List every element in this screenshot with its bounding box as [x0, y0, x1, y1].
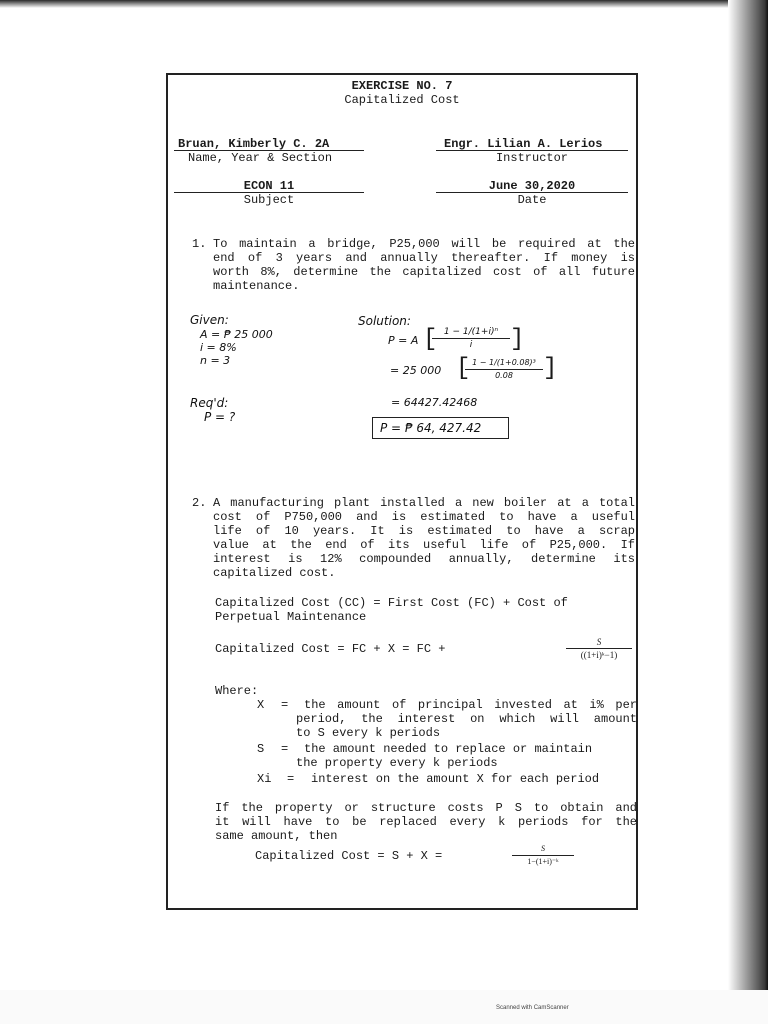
scan-edge-top: [0, 0, 768, 8]
s-definition-line1: the amount needed to replace or maintain: [304, 742, 593, 756]
scan-edge-bottom: [0, 990, 768, 1024]
x-definition-line1: the amount of principal invested at i% per: [304, 698, 637, 712]
answer-text: P = ₱ 64, 427.42: [380, 421, 482, 435]
subject-label: Subject: [243, 193, 295, 207]
xi-definition: interest on the amount X for each period: [311, 772, 600, 786]
substitution-numerator: 1 − 1/(1+0.08)³: [465, 357, 543, 370]
problem2-line6: capitalized cost.: [213, 566, 336, 580]
given-n: n = 3: [200, 354, 231, 367]
given-label: Given:: [190, 313, 229, 327]
problem1-line2: end of 3 years and annually thereafter. If money is: [213, 251, 635, 265]
s-definition-line2: the property every k periods: [296, 756, 498, 770]
cc-formula2-numerator: S: [512, 843, 574, 856]
reqd-p: P = ?: [204, 410, 236, 424]
xi-symbol: Xi: [257, 772, 272, 786]
given-i: i = 8%: [200, 341, 237, 354]
solution-label: Solution:: [358, 314, 411, 328]
s-symbol: S: [257, 742, 265, 756]
formula-fraction: [432, 326, 510, 351]
if-clause-line1: If the property or structure costs P S to obtain and: [215, 801, 637, 815]
problem2-line5: interest is 12% compounded annually, determine its: [213, 552, 635, 566]
formula-denominator: i: [469, 340, 473, 350]
substitution-lhs: = 25 000: [390, 364, 442, 377]
cc-formula-fraction: [566, 636, 632, 661]
scanner-watermark: Scanned with CamScanner: [496, 1005, 569, 1011]
formula-lhs: P = A: [388, 334, 419, 347]
cc-formula-text: Capitalized Cost = FC + X = FC +: [215, 642, 446, 656]
problem1-line1: To maintain a bridge, P25,000 will be required at the: [213, 237, 635, 251]
student-name: Bruan, Kimberly C. 2A: [178, 137, 330, 151]
problem1-line4: maintenance.: [213, 279, 300, 293]
result-value: = 64427.42468: [391, 396, 478, 409]
cc-formula2-text: Capitalized Cost = S + X =: [255, 849, 443, 863]
instructor-label: Instructor: [495, 151, 568, 165]
x-symbol: X: [257, 698, 265, 712]
if-clause-line2: it will have to be replaced every k periods for the: [215, 815, 637, 829]
cc-formula-numerator: S: [566, 636, 632, 649]
cc-definition-line2: Perpetual Maintenance: [215, 610, 367, 624]
cc-formula-denominator: ((1+i)ᵏ−1): [580, 650, 618, 660]
student-label: Name, Year & Section: [188, 151, 333, 165]
formula-bracket-right: ]: [510, 326, 525, 353]
problem2-number: 2.: [192, 496, 207, 510]
cc-formula2-fraction: [512, 843, 574, 868]
cc-formula2-denominator: 1−(1+i)⁻ᵏ: [527, 857, 559, 866]
problem2-line3: life of 10 years. It is estimated to have a scrap: [213, 524, 635, 538]
reqd-label: Req'd:: [190, 396, 229, 410]
formula-bracket-left: [: [423, 326, 438, 353]
exercise-subtitle: Capitalized Cost: [344, 93, 460, 107]
problem2-line2: cost of P750,000 and is estimated to have a useful: [213, 510, 635, 524]
substitution-denominator: 0.08: [495, 371, 513, 380]
if-clause-line3: same amount, then: [215, 829, 338, 843]
x-definition-line2: period, the interest on which will amount: [296, 712, 637, 726]
date-label: Date: [517, 193, 547, 207]
substitution-fraction: [465, 357, 543, 382]
s-equals: =: [281, 742, 289, 756]
instructor-name: Engr. Lilian A. Lerios: [444, 137, 603, 151]
substitution-bracket-right: ]: [543, 355, 558, 382]
problem1-number: 1.: [192, 237, 207, 251]
given-a: A = ₱ 25 000: [200, 328, 273, 341]
problem2-line1: A manufacturing plant installed a new boiler at a total: [213, 496, 635, 510]
scan-edge-right: [728, 0, 768, 1000]
substitution-bracket-left: [: [456, 355, 471, 382]
where-label: Where:: [215, 684, 259, 698]
formula-numerator: 1 − 1/(1+i)ⁿ: [432, 326, 510, 339]
problem1-line3: worth 8%, determine the capitalized cost of all future: [213, 265, 635, 279]
exercise-title: EXERCISE NO. 7: [351, 79, 453, 93]
cc-definition-line1: Capitalized Cost (CC) = First Cost (FC) + Cost of: [215, 596, 568, 610]
x-definition-line3: to S every k periods: [296, 726, 441, 740]
date-value: June 30,2020: [488, 179, 576, 193]
x-equals: =: [281, 698, 289, 712]
subject-value: ECON 11: [243, 179, 295, 193]
problem2-line4: value at the end of its useful life of P25,000. If: [213, 538, 635, 552]
xi-equals: =: [287, 772, 295, 786]
